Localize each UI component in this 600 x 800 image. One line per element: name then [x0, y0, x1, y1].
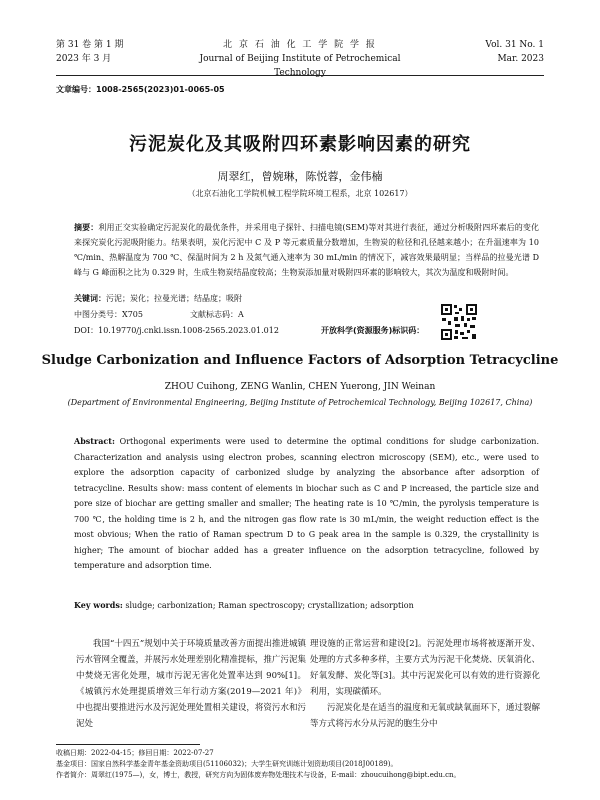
keywords-cn-text: 污泥；炭化；拉曼光谱；结晶度；吸附 — [106, 294, 242, 303]
body-column-right — [310, 636, 540, 732]
clc-number: 中图分类号：X705 — [74, 310, 143, 319]
date-en: Mar. 2023 — [497, 54, 544, 64]
header-left — [56, 38, 123, 66]
header-right — [485, 38, 544, 66]
authors-en: ZHOU Cuihong, ZENG Wanlin, CHEN Yuerong, JIN Weinan — [164, 382, 436, 392]
authors-cn: 周翠红，曾婉琳，陈悦蓉，金伟楠 — [217, 170, 383, 183]
abstract-cn-text: 利用正交实验确定污泥炭化的最优条件，并采用电子探针、扫描电镜(SEM)等对其进行表征，通过分析吸附四环素后的变化来探究炭化污泥吸附能力。结果表明，炭化污泥中 C 及 P 等元素质量分数增加，生物炭的粒径和孔径越来越小；在升温速率为 10 ℃/min、热解温度为 700 ℃、保温时间为 2 h 及氮气通入速率为 30 mL/min 的情况下，减容效果最明显；当样品的拉曼光谱 D 峰与 G 峰面积之比为 0.329 时，生成生物炭结晶度较高；生物炭添加量对吸附四环素的影响较大，其次为温度和吸附时间。 — [74, 223, 540, 277]
keywords-cn-label: 关键词： — [74, 294, 106, 303]
keywords-en — [74, 600, 539, 610]
body-column-left — [76, 636, 306, 732]
journal-name-cn: 北 京 石 油 化 工 学 院 学 报 — [223, 40, 377, 50]
article-number: 文章编号：1008-2565(2023)01-0065-05 — [56, 85, 225, 94]
body-paragraph: 理设施的正常运营和建设[2]。污泥处理市场将被逐渐开发、处理的方式多种多样，主要方式为污泥干化焚烧、厌氧消化、好氧发酵、炭化等[3]。其中污泥炭化可以有效的进行资源化利用，实现碳循环。 — [310, 639, 540, 697]
footnote-received: 收稿日期：2022-04-15；修回日期：2022-07-27 — [56, 749, 214, 757]
doi[interactable]: DOI：10.19770/j.cnki.issn.1008-2565.2023.01.012 — [74, 326, 279, 335]
keywords-en-label: Key words: — [74, 600, 123, 610]
oscid-label: 开放科学(资源服务)标识码： — [321, 326, 425, 335]
volume-en: Vol. 31 No. 1 — [485, 40, 544, 50]
date-cn: 2023 年 3 月 — [56, 54, 112, 64]
abstract-cn-label: 摘要： — [74, 223, 99, 232]
footnotes — [56, 748, 546, 781]
footnote-divider — [56, 744, 200, 745]
document-code: 文献标志码：A — [190, 310, 244, 319]
abstract-en-label: Abstract: — [74, 436, 115, 446]
journal-name-en: Journal of Beijing Institute of Petrochemical Technology — [199, 54, 401, 78]
body-paragraph: 我国“十四五”规划中关于环境质量改善方面提出推进城镇污水管网全覆盖，并展污水处理差别化精准提标，推广污泥集中焚烧无害化处理，城市污泥无害化处置率达到 90%[1]。《城镇污水处理提质增效三年行动方案(2019—2021 年)》中也提出要推进污水及污泥处理处置相关建设，将资污水和污泥处 — [76, 639, 306, 729]
affiliation-cn: （北京石油化工学院机械工程学院环境工程系，北京 102617） — [187, 189, 413, 198]
body-paragraph: 污泥炭化是在适当的温度和无氧或缺氧面环下，通过裂解等方式将污水分从污泥的胞生分中 — [310, 703, 540, 729]
running-header — [56, 38, 544, 78]
volume-cn: 第 31 卷 第 1 期 — [56, 40, 124, 50]
header-divider — [56, 75, 544, 76]
affiliation-en: (Department of Environmental Engineering, Beijing Institute of Petrochemical Technology, Beijing 102617, China) — [67, 398, 533, 407]
page-title-en: Sludge Carbonization and Influence Factors of Adsorption Tetracycline — [41, 353, 559, 368]
qr-code-icon[interactable] — [440, 303, 478, 341]
header-center — [186, 38, 414, 80]
footnote-author: 作者简介：周翠红(1975—)，女，博士，教授，研究方向为固体废弃物处理技术与设备，E-mail：zhoucuihong@bipt.edu.cn。 — [56, 771, 461, 779]
page-title-cn: 污泥炭化及其吸附四环素影响因素的研究 — [129, 134, 471, 155]
keywords-en-text: sludge; carbonization; Raman spectroscopy; crystallization; adsorption — [125, 601, 414, 610]
abstract-en — [74, 434, 539, 574]
footnote-fund: 基金项目：国家自然科学基金青年基金资助项目(51106032)；大学生研究训练计划资助项目(2018J00189)。 — [56, 760, 398, 768]
abstract-en-text: Orthogonal experiments were used to determine the optimal conditions for sludge carbonization. Characterization and analysis using electron probes, scanning electron microscopy (SEM), etc., were used to explore the adsorption capacity of carbonized sludge by analyzing the absorbance after adsorption of tetracycline. Results show: mass content of elements in biochar such as C and P increased, the particle size and pore size of biochar are getting smaller and smaller; The heating rate is 10 ℃/min, the pyrolysis temperature is 700 ℃, the holding time is 2 h, and the nitrogen gas flow rate is 30 mL/min, the weight reduction effect is the most obvious; When the ratio of Raman spectrum D to G peak area in the sample is 0.329, the crystallinity is higher; The amount of biochar added has a greater influence on the adsorption tetracycline, followed by temperature and adsorption time. — [74, 437, 539, 570]
abstract-cn — [74, 220, 539, 280]
